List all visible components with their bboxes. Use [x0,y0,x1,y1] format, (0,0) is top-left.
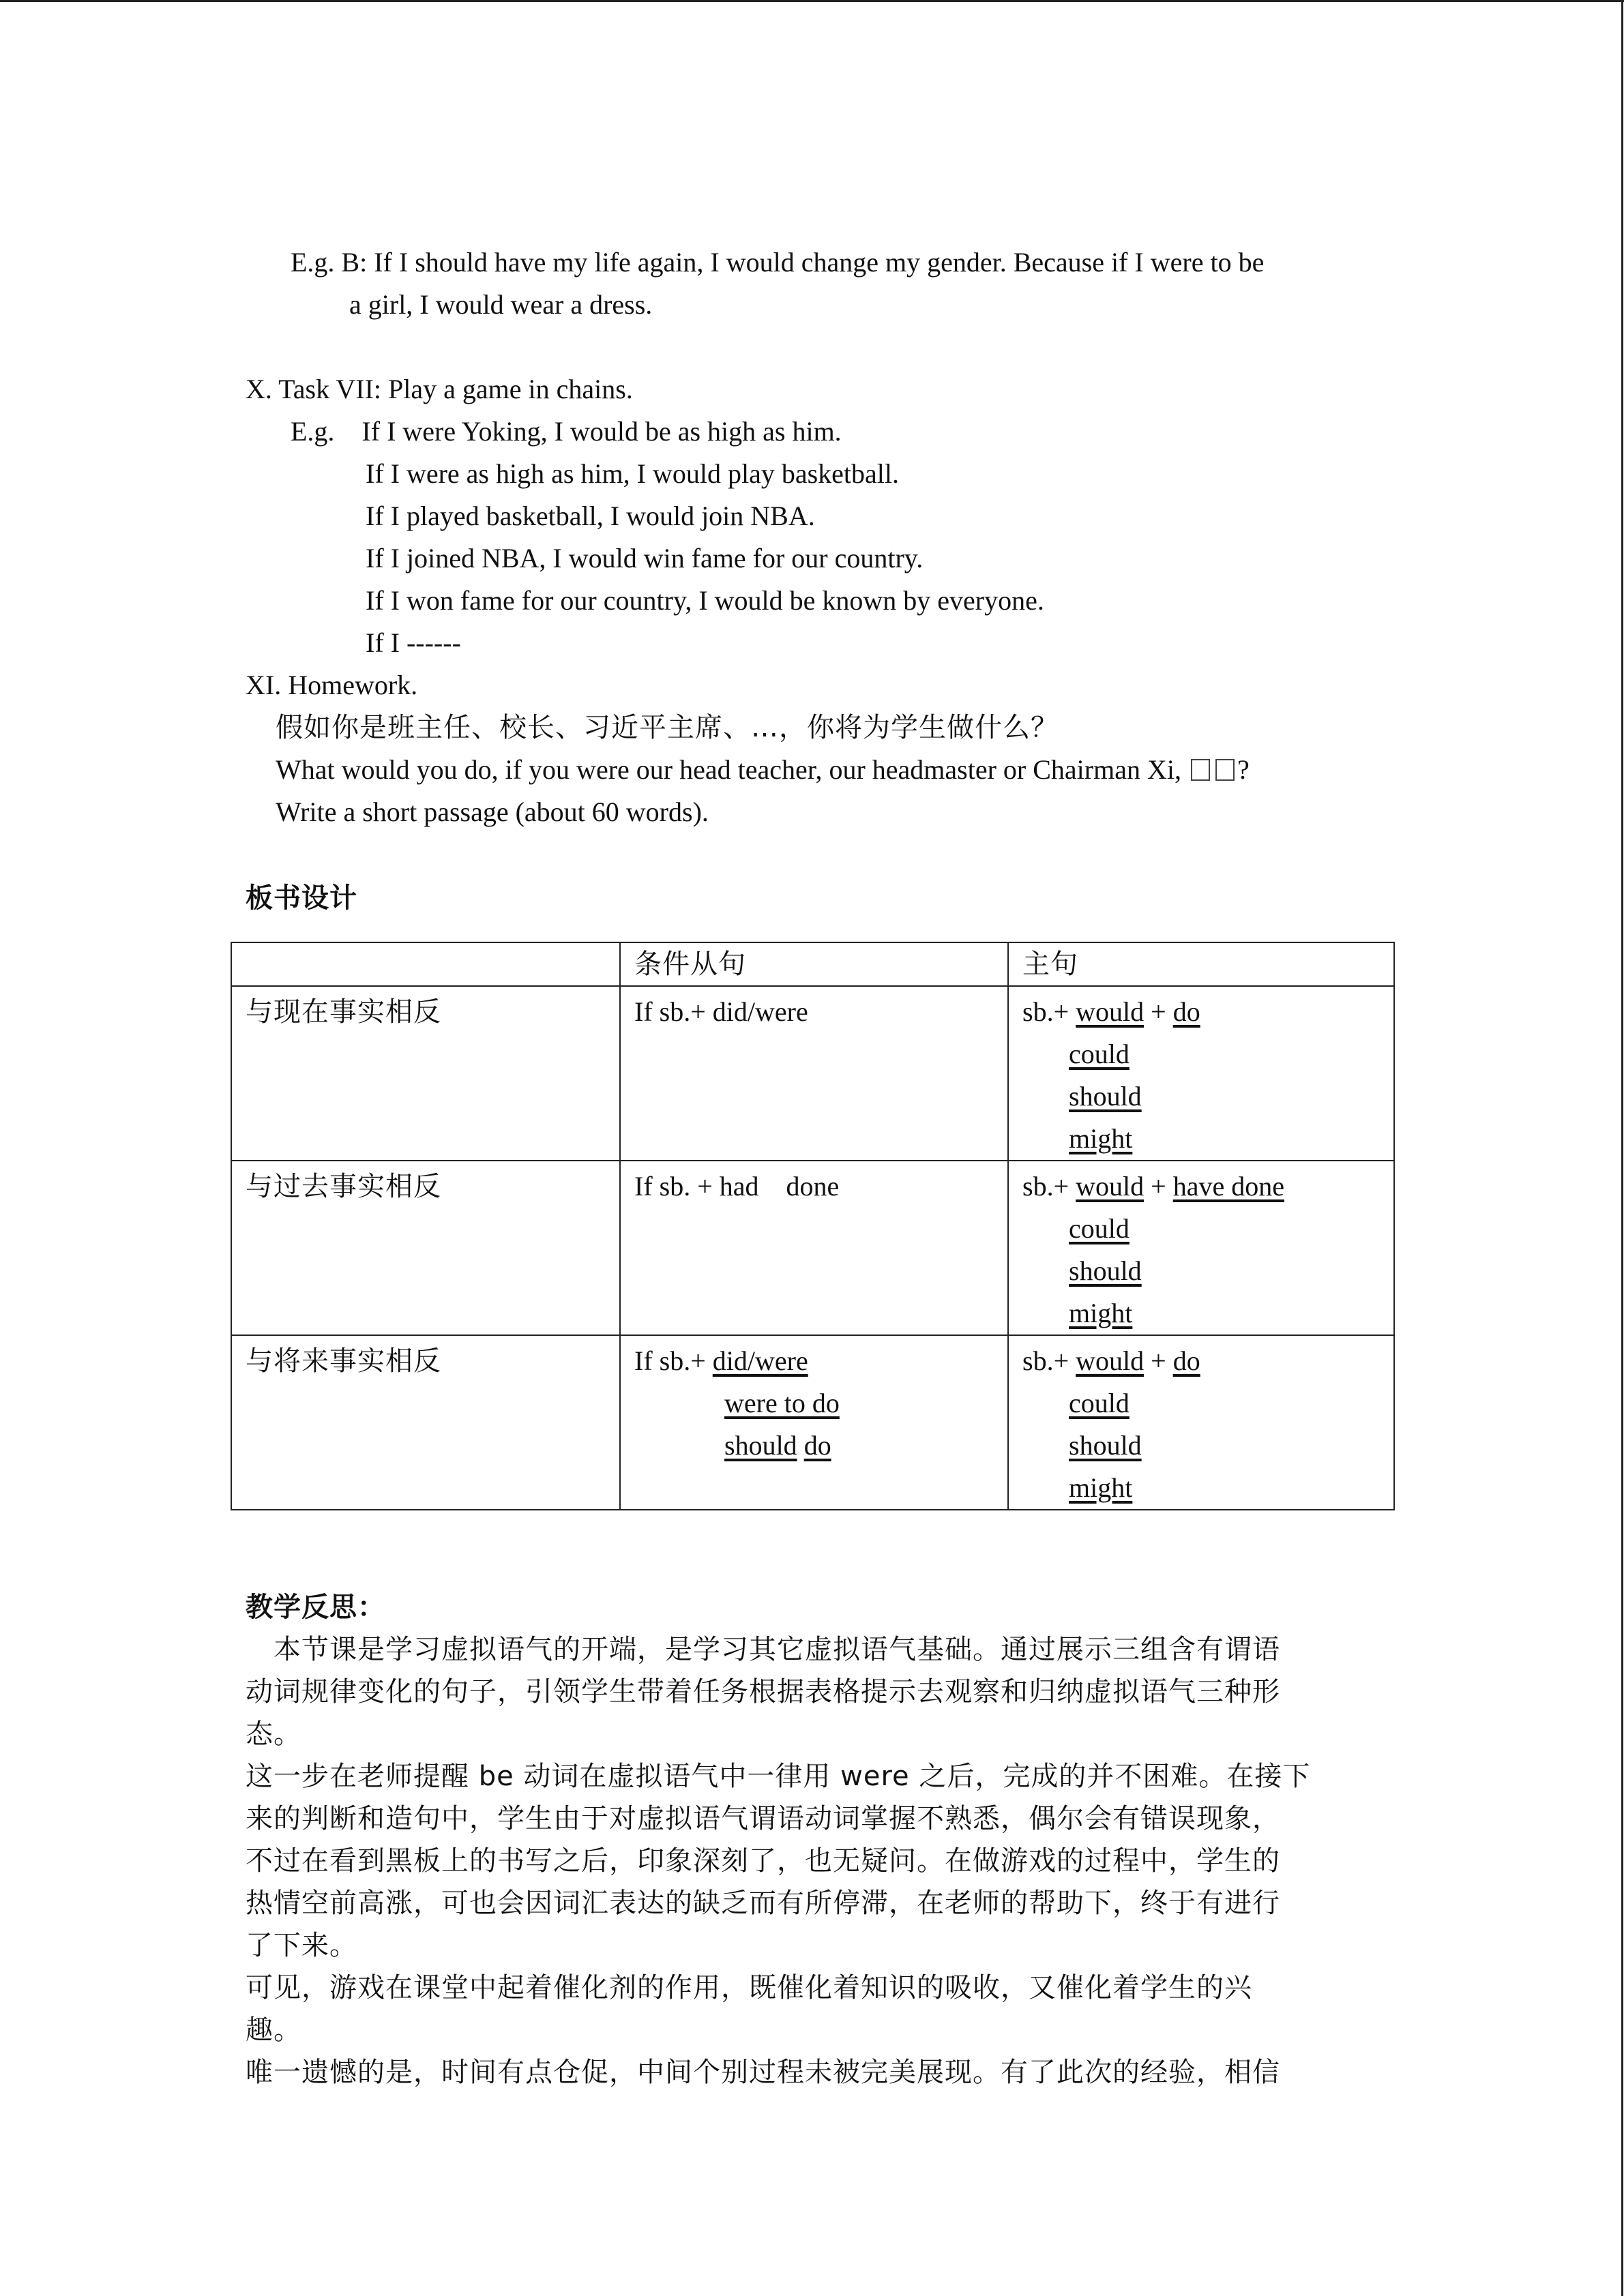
reflection-line: 唯一遗憾的是，时间有点仓促，中间个别过程未被完美展现。有了此次的经验，相信 [246,2057,1280,2088]
reflection-heading: 教学反思： [246,1592,385,1623]
header-cell-main: 主句 [1008,942,1394,986]
board-design-table [231,942,1395,1510]
table-row [231,986,1394,1161]
chain-line: If I ------ [366,627,461,658]
header-cell-empty [231,942,620,986]
reflection-line: 态。 [246,1718,301,1750]
reflection-line: 了下来。 [246,1930,357,1961]
missing-glyph-icon [1191,759,1210,781]
row-label: 与将来事实相反 [231,1335,620,1510]
condition-cell: If sb. + had done [620,1161,1008,1335]
reflection-line: 不过在看到黑板上的书写之后，印象深刻了，也无疑问。在做游戏的过程中，学生的 [246,1845,1280,1877]
homework-task: Write a short passage (about 60 words). [276,796,709,827]
board-design-heading: 板书设计 [246,882,357,914]
condition-cell: If sb.+ did/were [620,986,1008,1161]
row-label: 与过去事实相反 [231,1161,620,1335]
chain-line: If I played basketball, I would join NBA. [366,501,815,531]
task-vii-heading: X. Task VII: Play a game in chains. [246,374,633,404]
homework-en-text: What would you do, if you were our head teacher, our headmaster or Chairman Xi, [276,754,1181,785]
example-b-line-1: E.g. B: If I should have my life again, I would change my gender. Because if I were to be [291,247,1265,278]
example-b-line-2: a girl, I would wear a dress. [349,289,653,320]
page-top-border [0,0,1624,2]
header-cell-condition: 条件从句 [620,942,1008,986]
table-row [231,1161,1394,1335]
reflection-line: 本节课是学习虚拟语气的开端，是学习其它虚拟语气基础。通过展示三组含有谓语 [246,1634,1280,1665]
homework-en-end: ? [1237,754,1250,785]
chain-line: E.g. If I were Yoking, I would be as high as him. [291,416,842,447]
row-label: 与现在事实相反 [231,986,620,1161]
page-right-border [1621,0,1623,2296]
chain-line: If I joined NBA, I would win fame for our country. [366,543,924,573]
chain-line: If I were as high as him, I would play basketball. [366,458,900,489]
table-row [231,1335,1394,1510]
chain-line: If I won fame for our country, I would be known by everyone. [366,585,1044,616]
main-clause-cell: sb.+ would + do could should might [1008,1335,1394,1510]
reflection-line: 可见，游戏在课堂中起着催化剂的作用，既催化着知识的吸收，又催化着学生的兴 [246,1972,1252,2003]
homework-heading: XI. Homework. [246,670,418,700]
main-clause-cell: sb.+ would + have done could should might [1008,1161,1394,1335]
reflection-line: 来的判断和造句中，学生由于对虚拟语气谓语动词掌握不熟悉，偶尔会有错误现象， [246,1803,1280,1834]
homework-en-prompt [276,749,1250,791]
reflection-line: 动词规律变化的句子，引领学生带着任务根据表格提示去观察和归纳虚拟语气三种形 [246,1676,1280,1708]
main-clause-cell: sb.+ would + do could should might [1008,986,1394,1161]
missing-glyph-icon [1215,759,1235,781]
reflection-line: 趣。 [246,2014,301,2046]
homework-cn-prompt: 假如你是班主任、校长、习近平主席、…，你将为学生做什么？ [276,712,1059,743]
reflection-line: 热情空前高涨，可也会因词汇表达的缺乏而有所停滞，在老师的帮助下，终于有进行 [246,1888,1280,1919]
condition-cell: If sb.+ did/were were to do should do [620,1335,1008,1510]
reflection-line: 这一步在老师提醒 be 动词在虚拟语气中一律用 were 之后，完成的并不困难。在接下 [246,1761,1311,1792]
table-header-row [231,942,1394,986]
